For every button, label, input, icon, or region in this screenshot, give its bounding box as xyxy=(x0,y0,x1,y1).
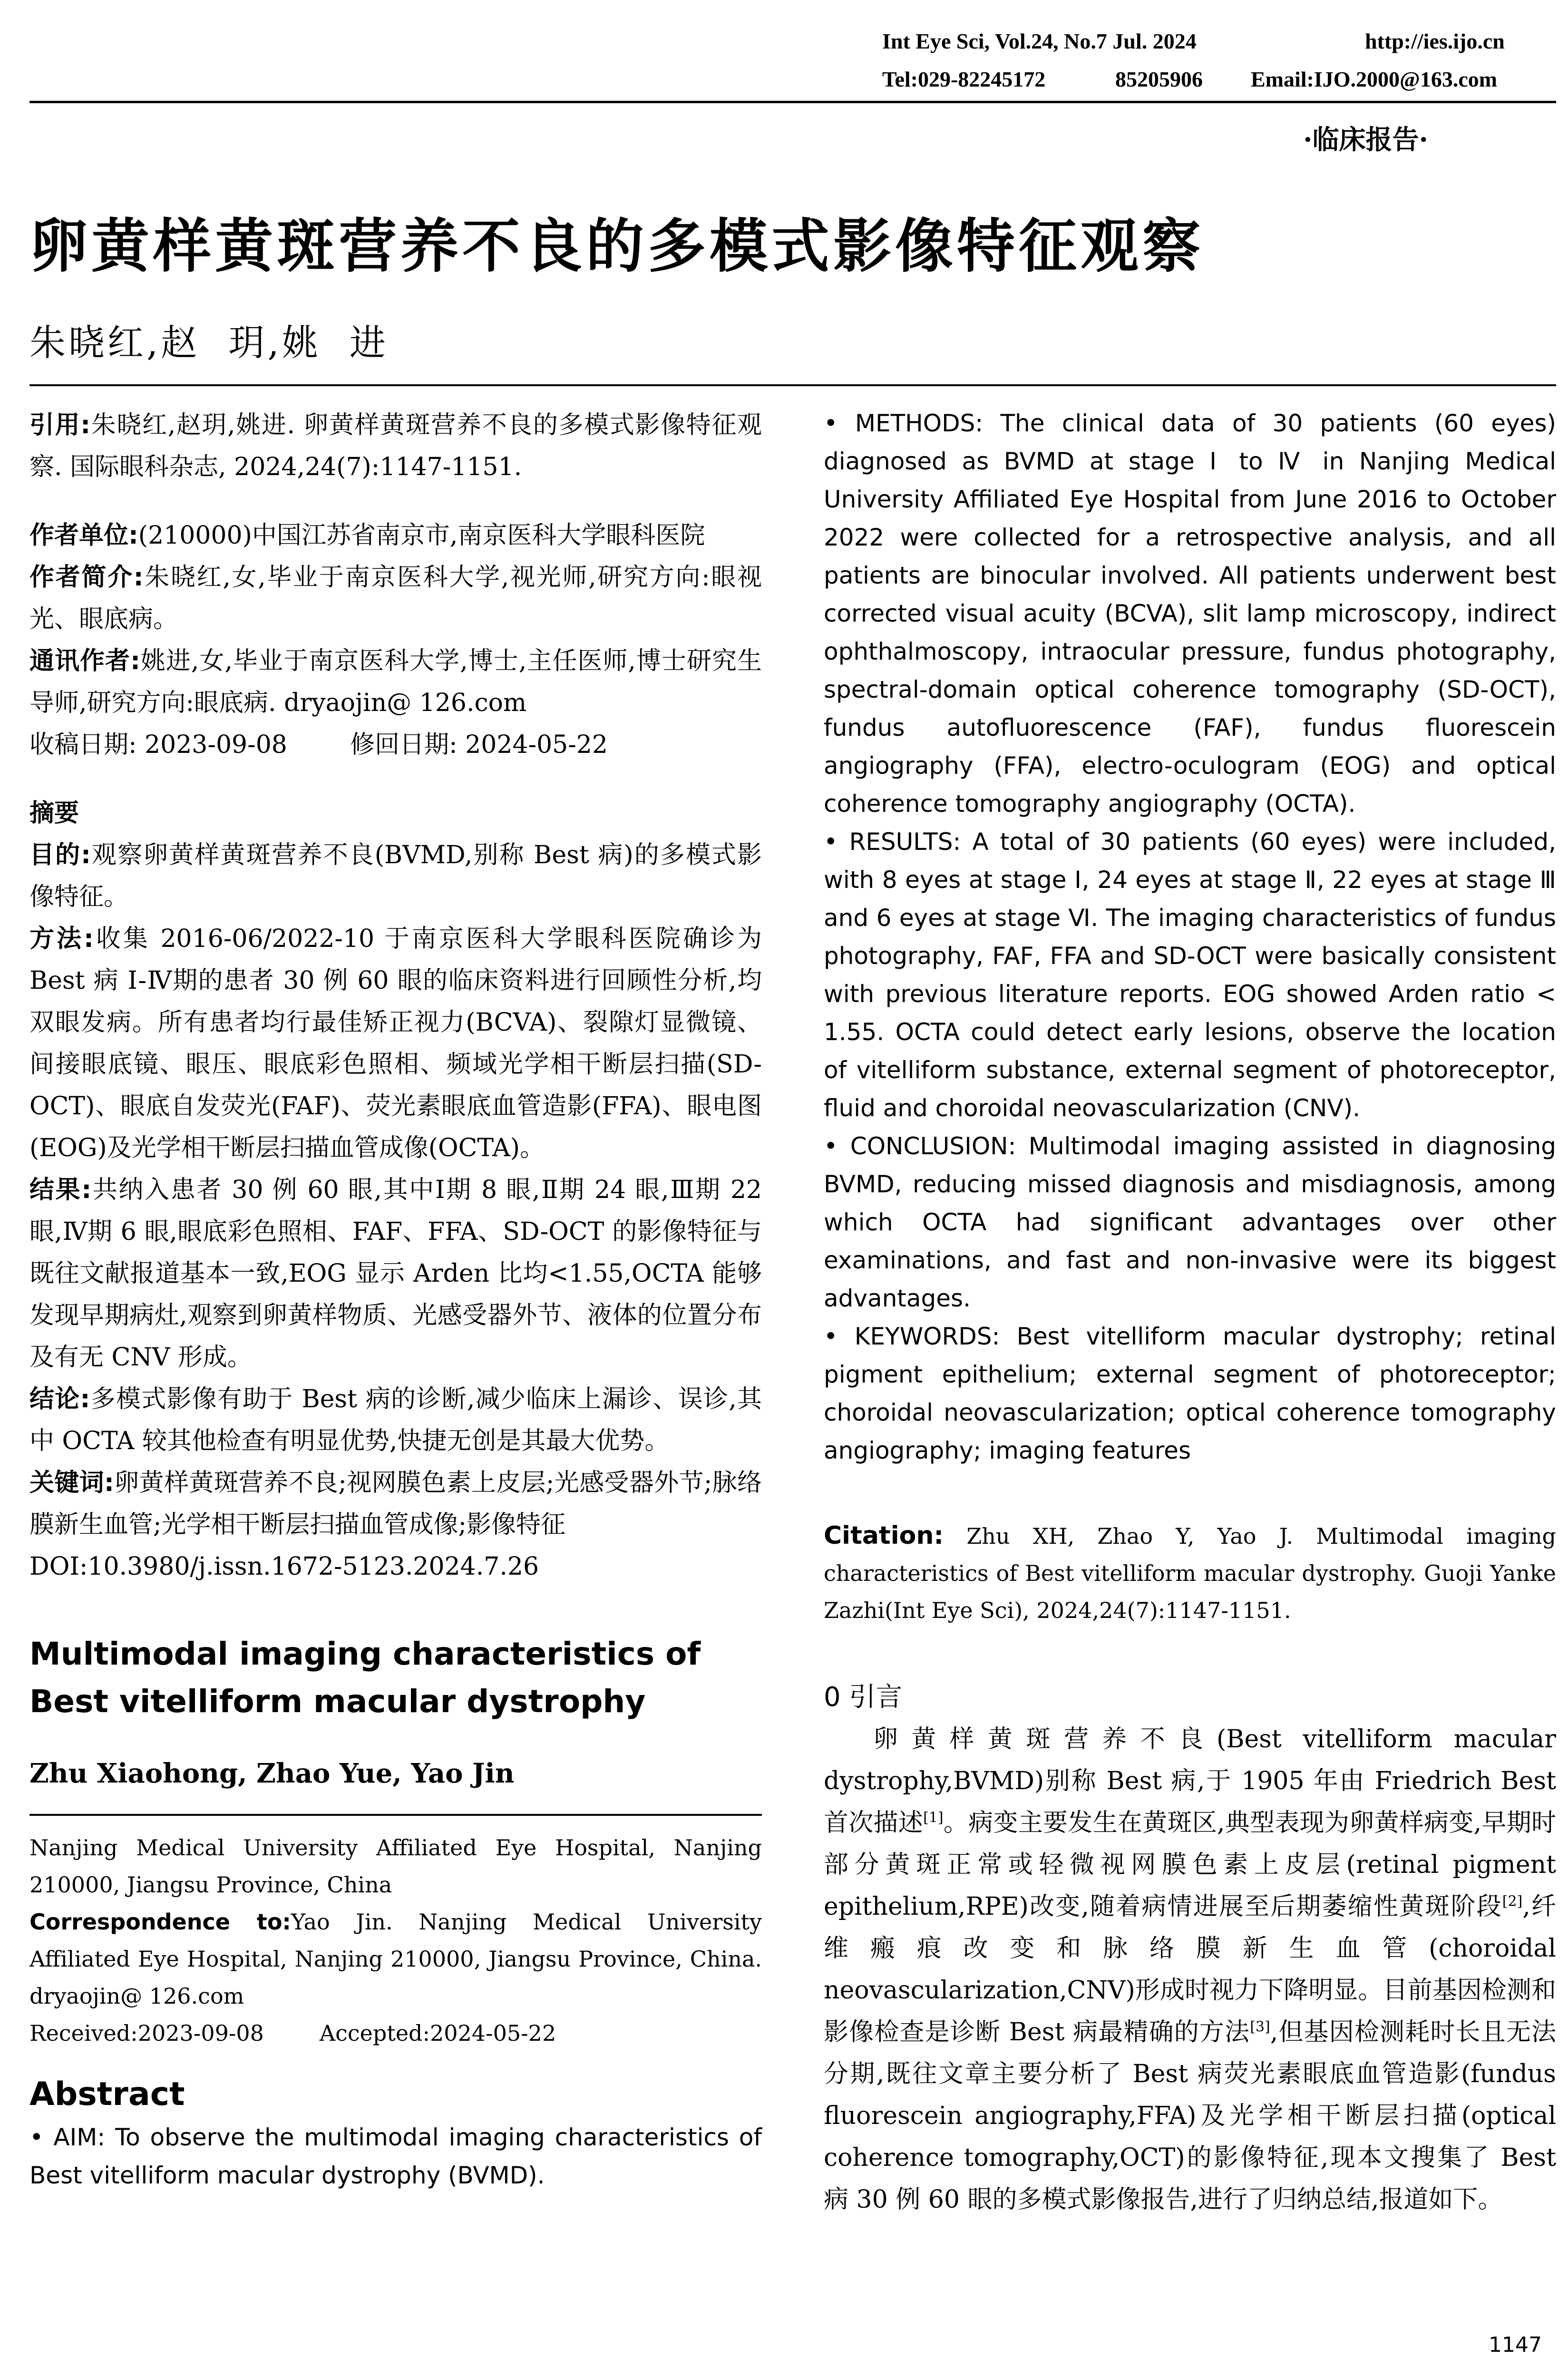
dates-cn: 收稿日期: 2023-09-08 修回日期: 2024-05-22 xyxy=(29,731,608,759)
ref-1[interactable]: [1] xyxy=(923,1809,944,1826)
ref-2[interactable]: [2] xyxy=(1502,1893,1523,1910)
authors-cn: 朱晓红,赵 玥,姚 进 xyxy=(29,321,389,364)
results-cn: 结果:共纳入患者 30 例 60 眼,其中Ⅰ期 8 眼,Ⅱ期 24 眼,Ⅲ期 22 眼,Ⅳ期 6 眼,眼底彩色照相、FAF、FFA、SD-OCT 的影像特征与既往文献报道基本一致,EOG 显示 Arden 比均<1.55,OCTA 能够发现早期病灶,观察到卵黄样物质、光感受器外节、液体的位置分布及有无 CNV 形成。 xyxy=(29,1176,762,1372)
aim-cn: 目的:观察卵黄样黄斑营养不良(BVMD,别称 Best 病)的多模式影像特征。 xyxy=(29,841,762,911)
ref-3[interactable]: [3] xyxy=(1250,2018,1270,2036)
keywords-en: • KEYWORDS: Best vitelliform macular dystrophy; retinal pigment epithelium; external segment of photoreceptor; choroidal neovascularization; optical coherence tomography angiography; imaging features xyxy=(824,1323,1556,1464)
author-bio-cn: 作者简介:朱晓红,女,毕业于南京医科大学,视光师,研究方向:眼视光、眼底病。 xyxy=(29,563,762,633)
keywords-cn: 关键词:卵黄样黄斑营养不良;视网膜色素上皮层;光感受器外节;脉络膜新生血管;光学相干断层扫描血管成像;影像特征 xyxy=(29,1469,762,1539)
right-column xyxy=(824,404,1556,2221)
section-label: ·临床报告· xyxy=(1303,124,1428,156)
title-rule xyxy=(29,384,1556,386)
conclusion-cn: 结论:多模式影像有助于 Best 病的诊断,减少临床上漏诊、误诊,其中 OCTA 较其他检查有明显优势,快捷无创是其最大优势。 xyxy=(29,1385,762,1455)
results-en: • RESULTS: A total of 30 patients (60 eyes) were included, with 8 eyes at stage Ⅰ, 24 eyes at stage Ⅱ, 22 eyes at stage Ⅲ and 6 eyes at stage Ⅵ. The imaging characteristics of fundus photography, FAF, FFA and SD-OCT were basically consistent with previous literature reports. EOG showed Arden ratio < 1.55. OCTA could detect early lesions, observe the location of vitelliform substance, external segment of photoreceptor, fluid and choroidal neovascularization (CNV). xyxy=(824,828,1556,1122)
affiliation-cn: 作者单位:(210000)中国江苏省南京市,南京医科大学眼科医院 xyxy=(29,521,705,550)
doi[interactable]: DOI:10.3980/j.issn.1672-5123.2024.7.26 xyxy=(29,1552,539,1581)
methods-en: • METHODS: The clinical data of 30 patients (60 eyes) diagnosed as BVMD at stage Ⅰ to Ⅳ in Nanjing Medical University Affiliated Eye Hospital from June 2016 to October 2022 were collected for a retrospective analysis, and all patients are binocular involved. All patients underwent best corrected visual acuity (BCVA), slit lamp microscopy, indirect ophthalmoscopy, intraocular pressure, fundus photography, spectral-domain optical coherence tomography (SD-OCT), fundus autofluorescence (FAF), fundus fluorescein angiography (FFA), electro-oculogram (EOG) and optical coherence tomography angiography (OCTA). xyxy=(824,409,1556,818)
intro-heading: 0 引言 xyxy=(824,1682,903,1713)
journal-tel: Tel:029-82245172 xyxy=(882,67,1046,91)
dates-en: Received:2023-09-08 Accepted:2024-05-22 xyxy=(29,2020,556,2046)
page-title: 卵黄样黄斑营养不良的多模式影像特征观察 xyxy=(29,213,1204,280)
intro-paragraph: 卵黄样黄斑营养不良(Best vitelliform macular dystrophy,BVMD)别称 Best 病,于 1905 年由 Friedrich Best 首次描述[1]。病变主要发生在黄斑区,典型表现为卵黄样病变,早期时部分黄斑正常或轻微视网膜色素上皮层(retinal pigment epithelium,RPE)改变,随着病情进展至后期萎缩性黄斑阶段[2],纤维瘢痕改变和脉络膜新生血管(choroidal neovascularization,CNV)形成时视力下降明显。目前基因检测和影像检查是诊断 Best 病最精确的方法[3],但基因检测耗时长且无法分期,既往文章主要分析了 Best 病荧光素眼底血管造影(fundus fluorescein angiography,FFA)及光学相干断层扫描(optical coherence tomography,OCT)的影像特征,现本文搜集了 Best 病 30 例 60 眼的多模式影像报告,进行了归纳总结,报道如下。 xyxy=(824,1725,1556,2214)
journal-email[interactable]: Email:IJO.2000@163.com xyxy=(1251,67,1498,91)
journal-fax: 85205906 xyxy=(1115,67,1203,91)
aim-en: • AIM: To observe the multimodal imaging characteristics of Best vitelliform macular dystrophy (BVMD). xyxy=(29,2124,762,2189)
title-en: Multimodal imaging characteristics of Best vitelliform macular dystrophy xyxy=(29,1636,701,1720)
citation-cn: 引用:朱晓红,赵玥,姚进. 卵黄样黄斑营养不良的多模式影像特征观察. 国际眼科杂志, 2024,24(7):1147-1151. xyxy=(29,411,762,481)
abstract-heading-cn: 摘要 xyxy=(29,799,79,828)
methods-cn: 方法:收集 2016-06/2022-10 于南京医科大学眼科医院确诊为 Best 病 Ⅰ-Ⅳ期的患者 30 例 60 眼的临床资料进行回顾性分析,均双眼发病。所有患者均行最佳矫正视力(BCVA)、裂隙灯显微镜、间接眼底镜、眼压、眼底彩色照相、频域光学相干断层扫描(SD-OCT)、眼底自发荧光(FAF)、荧光素眼底血管造影(FFA)、眼电图(EOG)及光学相干断层扫描血管成像(OCTA)。 xyxy=(29,925,762,1162)
correspondence-en: Correspondence to:Yao Jin. Nanjing Medical University Affiliated Eye Hospital, Nanjing 210000, Jiangsu Province, China. dryaojin@ 126.com xyxy=(29,1909,762,2009)
authors-en-rule xyxy=(29,1795,762,1816)
citation-en: Citation: Zhu XH, Zhao Y, Yao J. Multimodal imaging characteristics of Best vitelliform macular dystrophy. Guoji Yanke Zazhi(Int Eye Sci), 2024,24(7):1147-1151. xyxy=(824,1521,1556,1623)
journal-url[interactable]: http://ies.ijo.cn xyxy=(1365,29,1505,53)
authors-en: Zhu Xiaohong, Zhao Yue, Yao Jin xyxy=(29,1758,515,1789)
affiliation-en: Nanjing Medical University Affiliated Eye Hospital, Nanjing 210000, Jiangsu Province, China xyxy=(29,1835,762,1898)
page-number: 1147 xyxy=(1489,2333,1542,2357)
journal-line: Int Eye Sci, Vol.24, No.7 Jul. 2024 xyxy=(882,29,1197,53)
left-column xyxy=(29,404,762,2194)
header-rule xyxy=(29,101,1556,103)
conclusion-en: • CONCLUSION: Multimodal imaging assisted in diagnosing BVMD, reducing missed diagnosis and misdiagnosis, among which OCTA had significant advantages over other examinations, and fast and non-invasive were its biggest advantages. xyxy=(824,1132,1556,1312)
correspondence-cn: 通讯作者:姚进,女,毕业于南京医科大学,博士,主任医师,博士研究生导师,研究方向:眼底病. dryaojin@ 126.com xyxy=(29,647,762,717)
abstract-heading-en: Abstract xyxy=(29,2075,185,2113)
